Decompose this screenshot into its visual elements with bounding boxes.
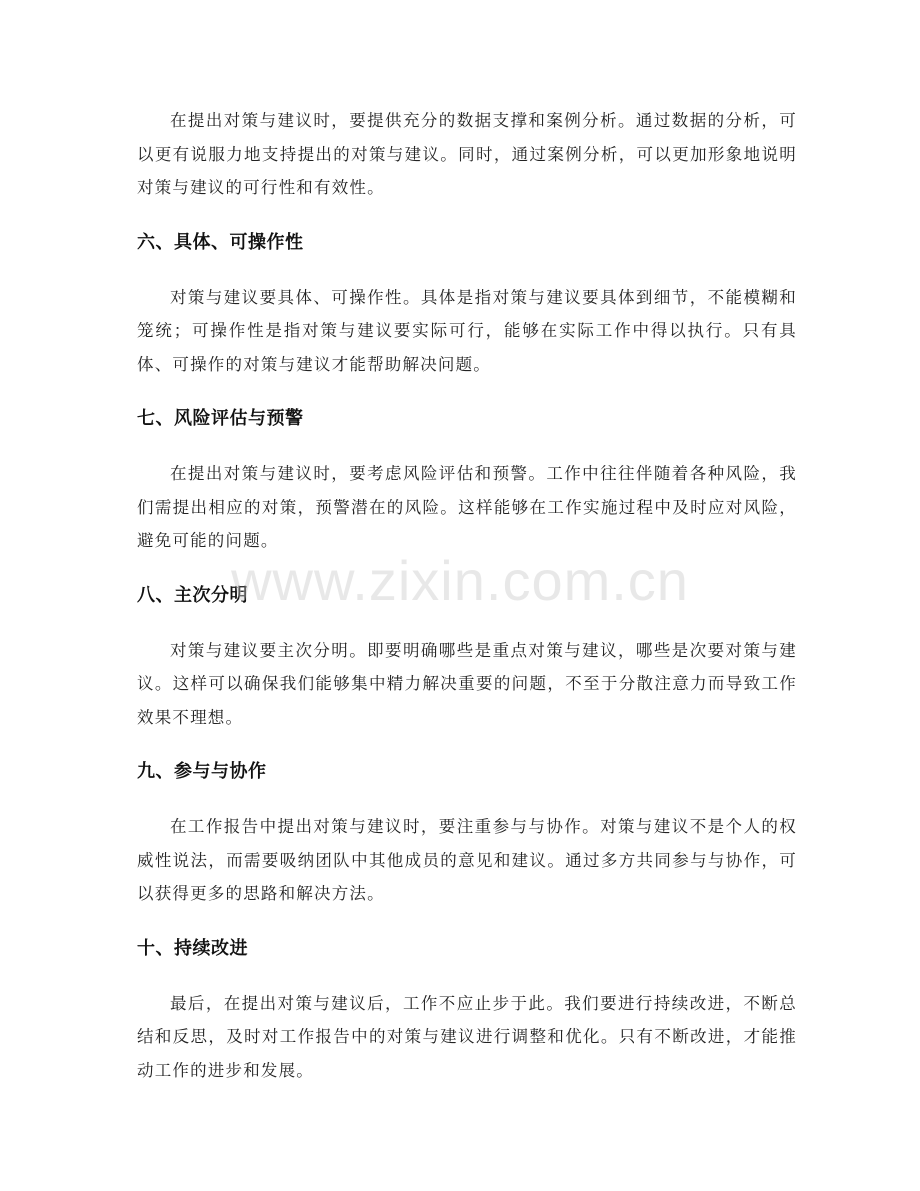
paragraph-data-support: 在提出对策与建议时，要提供充分的数据支撑和案例分析。通过数据的分析，可以更有说服力地支持提出的对策与建议。同时，通过案例分析，可以更加形象地说明对策与建议的可行性和有效性。 bbox=[137, 111, 797, 197]
paragraph-participation: 在工作报告中提出对策与建议时，要注重参与与协作。对策与建议不是个人的权威性说法，而需要吸纳团队中其他成员的意见和建议。通过多方共同参与与协作，可以获得更多的思路和解决方法。 bbox=[137, 817, 797, 903]
heading-continuous-improvement: 十、持续改进 bbox=[137, 937, 248, 959]
paragraph-specific-operable: 对策与建议要具体、可操作性。具体是指对策与建议要具体到细节，不能模糊和笼统；可操作性是指对策与建议要实际可行，能够在实际工作中得以执行。只有具体、可操作的对策与建议才能帮助解决问题。 bbox=[137, 287, 797, 374]
heading-specific-operable: 六、具体、可操作性 bbox=[137, 231, 304, 253]
paragraph-risk-assessment: 在提出对策与建议时，要考虑风险评估和预警。工作中往往伴随着各种风险，我们需提出相应的对策，预警潜在的风险。这样能够在工作实施过程中及时应对风险，避免可能的问题。 bbox=[137, 464, 797, 550]
heading-priorities: 八、主次分明 bbox=[137, 584, 248, 606]
document-body bbox=[137, 104, 797, 1087]
paragraph-continuous-improvement: 最后，在提出对策与建议后，工作不应止步于此。我们要进行持续改进，不断总结和反思，及时对工作报告中的对策与建议进行调整和优化。只有不断改进，才能推动工作的进步和发展。 bbox=[137, 993, 797, 1080]
paragraph-priorities: 对策与建议要主次分明。即要明确哪些是重点对策与建议，哪些是次要对策与建议。这样可以确保我们能够集中精力解决重要的问题，不至于分散注意力而导致工作效果不理想。 bbox=[137, 640, 797, 727]
watermark: www.zixin.com.cn bbox=[231, 549, 689, 612]
heading-participation: 九、参与与协作 bbox=[137, 761, 267, 782]
heading-risk-assessment: 七、风险评估与预警 bbox=[137, 408, 304, 429]
